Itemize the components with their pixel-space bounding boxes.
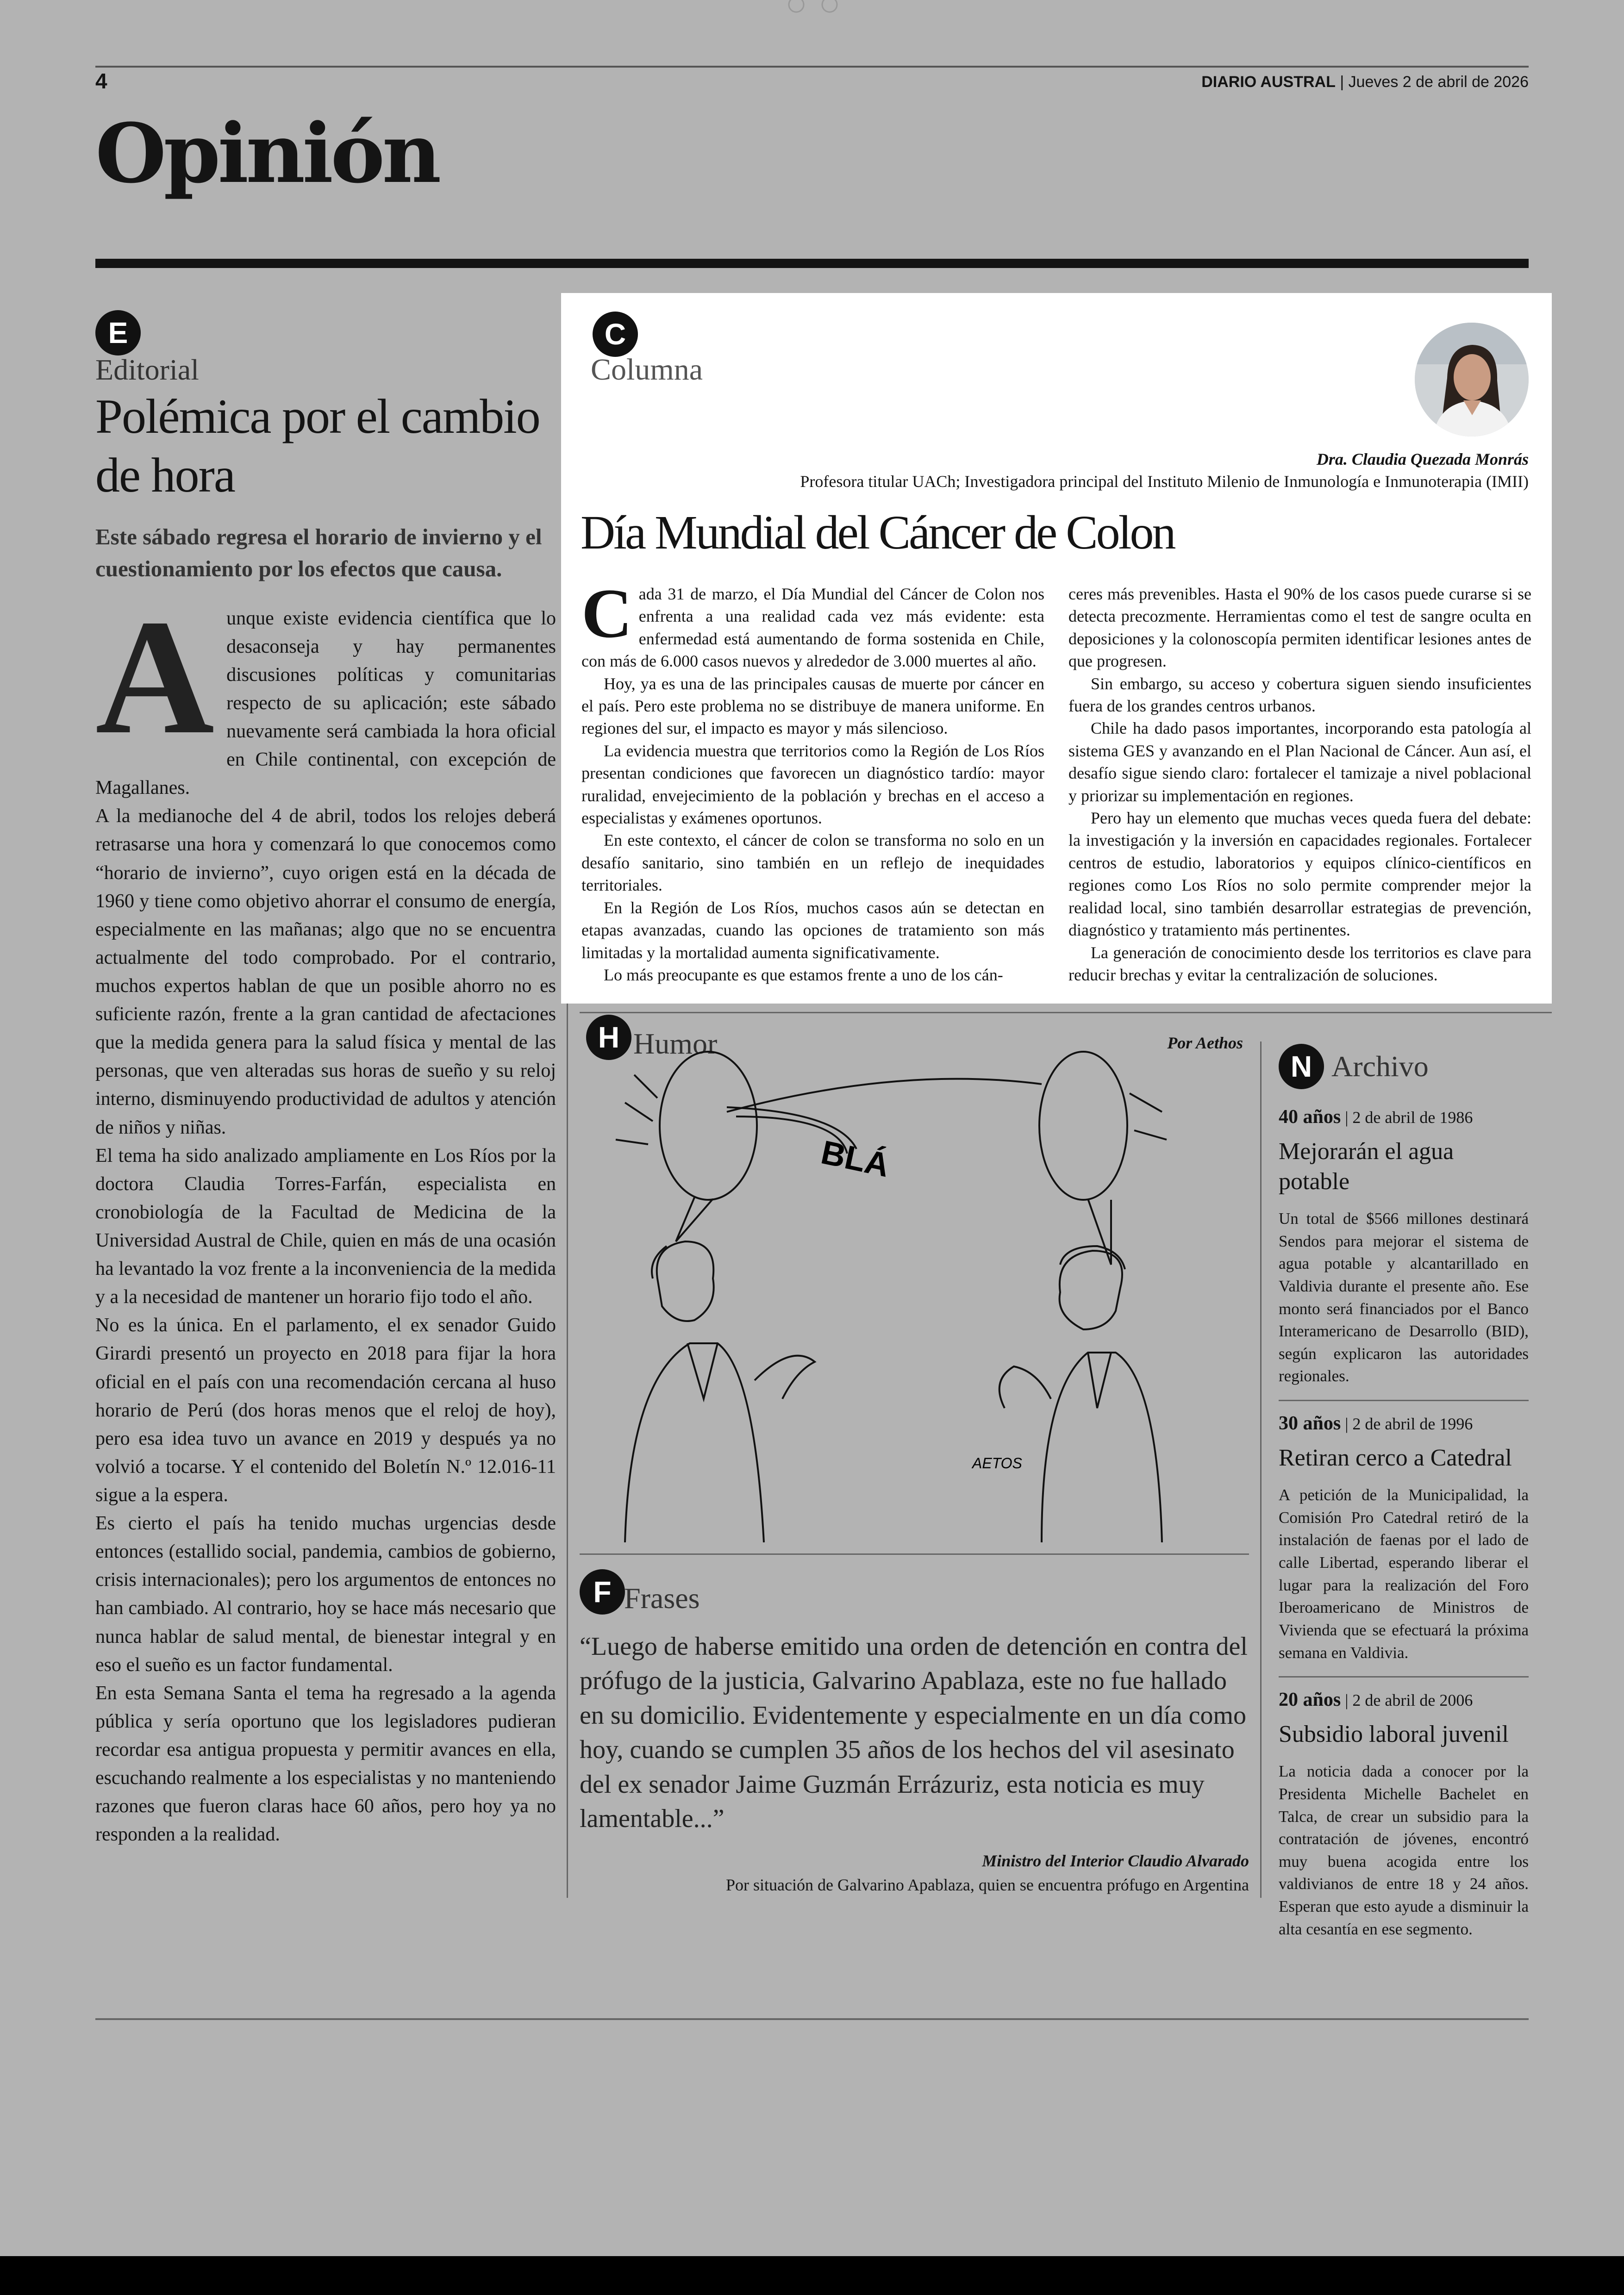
columna-paragraph: La generación de conocimiento desde los territorios es clave para reducir brechas y evitar la centralización de soluciones. (1068, 943, 1531, 984)
columna-box (561, 293, 1552, 1004)
page-number: 4 (95, 69, 107, 93)
author-photo (1415, 323, 1529, 437)
cartoon-illustration (597, 1047, 1227, 1547)
author-name: Dra. Claudia Quezada Monrás (1316, 450, 1529, 468)
columna-label: Columna (591, 353, 703, 387)
columna-badge: C (593, 312, 638, 357)
section-rule (95, 259, 1529, 268)
archivo-headline: Retiran cerco a Catedral (1279, 1445, 1512, 1472)
humor-bottom-rule (580, 1553, 1249, 1555)
archivo-header (1279, 1044, 1529, 1089)
columna-dropcap: C (581, 574, 632, 652)
archivo-date: 2 de abril de 1986 (1352, 1108, 1473, 1127)
archivo-body: Un total de $566 millones destinará Sendos para mejorar el sistema de agua potable y alcantarillado en Valdivia durante el presente año. Ese monto será financiados por el Banco Interamericano de Desarrollo (BID), según explicaron las autoridades regionales. (1279, 1210, 1529, 1385)
columna-title: Día Mundial del Cáncer de Colon (581, 506, 1174, 559)
editorial-paragraph: En esta Semana Santa el tema ha regresado a la agenda pública y sería oportuno que los legisladores pudieran recordar esa antigua propuesta y permitir avances en ella, escuchando realmente a los especialistas y no manteniendo razones que fueron claras hace 60 años, pero hoy ya no responden a la realidad. (95, 1682, 556, 1846)
archivo-body: A petición de la Municipalidad, la Comisión Pro Catedral retiró de la instalación de faenas por el lado de calle Libertad, esperando liberar el lugar para la realización del Foro Iberoamericano de Ministros de Vivienda que se efectuará la próxima semana en Valdivia. (1279, 1486, 1529, 1662)
humor-label: Humor (633, 1027, 718, 1060)
archivo-years: 30 años (1279, 1413, 1341, 1434)
columna-paragraph: En este contexto, el cáncer de colon se transforma no solo en un desafío sanitario, sino también en un reflejo de inequidades territoriales. (581, 831, 1044, 895)
editorial-badge: E (95, 310, 141, 355)
columna-paragraph: Pero hay un elemento que muchas veces queda fuera del debate: la investigación y la inversión en capacidades regionales. Fortalecer centros de estudio, laboratorios y equipos clínico-científicos en regiones como Los Ríos no solo permite comprender mejor la realidad local, sino también desarrollar estrategias de prevención, diagnóstico y tratamiento más pertinentes. (1068, 809, 1531, 940)
columna-paragraph: La evidencia muestra que territorios como la Región de Los Ríos presentan condiciones que favorecen un diagnóstico tardío: mayor ruralidad, envejecimiento de la población y brechas en el acceso a especialistas y exámenes oportunos. (581, 741, 1044, 828)
footer-bar (0, 2256, 1624, 2295)
archivo-item (1279, 1412, 1529, 1678)
columna-paragraph (581, 574, 1044, 673)
editorial-body (95, 586, 556, 1849)
page-indicator-dots (787, 0, 843, 14)
archivo-meta: 40 años | 2 de abril de 1986 (1279, 1106, 1473, 1128)
columna-bottom-rule (580, 1012, 1552, 1013)
editorial-paragraph: El tema ha sido analizado ampliamente en Los Ríos por la doctora Claudia Torres-Farfán, especialista en cronobiología de la Facultad de Medicina de la Universidad Austral de Chile, quien en más de una ocasión ha levantado la voz frente a la inconveniencia de la medida y a la necesidad de mantener un horario fijo todo el año. (95, 1145, 556, 1308)
section-title: Opinión (95, 106, 439, 201)
cartoon-credit: Por Aethos (1167, 1034, 1243, 1052)
editorial-subtitle: Este sábado regresa el horario de invierno y el cuestionamiento por los efectos que causa. (95, 524, 542, 581)
editorial-dropcap: A (95, 586, 215, 768)
editorial-paragraph: unque existe evidencia científica que lo desaconseja y hay permanentes discusiones políticas y comunitarias respecto de su aplicación; este sábado nuevamente será cambiada la hora oficial en Chile continental, con excepción de Magallanes. (95, 607, 556, 799)
frases-label: Frases (624, 1582, 700, 1615)
editorial-paragraph: Es cierto el país ha tenido muchas urgencias desde entonces (estallido social, pandemia, cambios de gobierno, crisis internacionales); pero los argumentos de entonces no han cambiado. Al contrario, hoy se hace más necesario que nunca hablar de salud mental, de bienestar integral y en eso el sueño es un factor fundamental. (95, 1513, 556, 1676)
cartoon-speech-text: BLÁ (818, 1134, 893, 1185)
humor-badge: H (586, 1015, 631, 1060)
editorial-paragraph: No es la única. En el parlamento, el ex senador Guido Girardi presentó un proyecto en 2018 para fijar la hora oficial en el país con una recomendación cercana al huso horario de Perú (dos horas menos que el reloj de hoy), pero esa idea tuvo un avance en 2019 y después ya no volvió a tocarse. Y el contenido del Boletín N.º 12.016-11 sigue a la espera. (95, 1315, 556, 1506)
archivo-divider (1260, 1041, 1262, 1898)
archivo-date: 2 de abril de 1996 (1352, 1415, 1473, 1434)
columna-paragraph: Sin embargo, su acceso y cobertura siguen siendo insuficientes fuera de los grandes centros urbanos. (1068, 674, 1531, 716)
columna-text-left (581, 574, 1044, 986)
archivo-years: 40 años (1279, 1106, 1341, 1128)
columna-paragraph: En la Región de Los Ríos, muchos casos aún se detectan en etapas avanzadas, cuando las opciones de tratamiento son más limitadas y la mortalidad aumenta significativamente. (581, 898, 1044, 962)
masthead (1201, 73, 1529, 91)
archivo-section (1279, 1044, 1529, 1964)
columna-text-right (1068, 583, 1531, 986)
editorial-label: Editorial (95, 353, 199, 386)
frases-section (580, 1569, 1249, 1895)
archivo-headline: Mejorarán el agua potable (1279, 1138, 1454, 1195)
page-bottom-rule (95, 2018, 1529, 2020)
columna-paragraph-text: ada 31 de marzo, el Día Mundial del Cáncer de Colon nos enfrenta a una realidad cada vez más evidente: esta enfermedad está aumentando de forma sostenida en Chile, con más de 6.000 casos nuevos y alrededor de 3.000 muertes al año. (581, 585, 1044, 671)
columna-paragraph: Hoy, ya es una de las principales causas de muerte por cáncer en el país. Pero este problema no se distribuye de manera uniforme. En regiones del sur, el impacto es mayor y más silencioso. (581, 674, 1044, 738)
archivo-item (1279, 1106, 1529, 1401)
archivo-meta: 20 años | 2 de abril de 2006 (1279, 1689, 1473, 1711)
quote-note: Por situación de Galvarino Apablaza, quien se encuentra prófugo en Argentina (726, 1875, 1249, 1894)
editorial-article (95, 310, 556, 1849)
cartoon-signature: AETOS (972, 1455, 1022, 1472)
archivo-item (1279, 1689, 1529, 1952)
editorial-headline: Polémica por el cambio de hora (95, 389, 540, 503)
humor-section (579, 1015, 1250, 1547)
masthead-separator: | (1340, 73, 1349, 91)
archivo-badge: N (1279, 1044, 1324, 1089)
columna-paragraph: ceres más prevenibles. Hasta el 90% de los casos puede curarse si se detecta precozmente. Herramientas como el test de sangre oculta en deposiciones y la colonoscopía permiten identificar lesiones antes de que progresen. (1068, 585, 1531, 671)
columna-paragraph: Lo más preocupante es que estamos frente a uno de los cán- (604, 965, 1003, 984)
columna-paragraph: Chile ha dado pasos importantes, incorporando esta patología al sistema GES y avanzando en el Plan Nacional de Cáncer. Aun así, el desafío sigue siendo claro: fortalecer el tamizaje a nivel poblacional y priorizar su implementación en regiones. (1068, 719, 1531, 805)
archivo-meta: 30 años | 2 de abril de 1996 (1279, 1413, 1473, 1434)
archivo-label: Archivo (1331, 1050, 1429, 1083)
frases-quote: “Luego de haberse emitido una orden de detención en contra del prófugo de la justicia, Galvarino Apablaza, este no fue hallado en su domicilio. Evidentemente y especialmente en un día como hoy, cuando se cumplen 35 años de los hechos del vil asesinato del ex senador Jaime Guzmán Errázuriz, esta noticia es muy lamentable...” (580, 1632, 1248, 1834)
header-rule (95, 66, 1529, 68)
author-role: Profesora titular UACh; Investigadora principal del Instituto Milenio de Inmunología e Inmunoterapia (IMII) (800, 472, 1529, 491)
issue-date: Jueves 2 de abril de 2026 (1348, 73, 1529, 91)
archivo-body: La noticia dada a conocer por la Presidenta Michelle Bachelet en Talca, de crear un subsidio para la contratación de jóvenes, encontró muy buena acogida entre los valdivianos de entre 18 y 24 años. Esperan que esto ayude a disminuir la alta cesantía en ese segmento. (1279, 1762, 1529, 1938)
publication-name: DIARIO AUSTRAL (1201, 73, 1336, 91)
archivo-date: 2 de abril de 2006 (1352, 1691, 1473, 1710)
archivo-headline: Subsidio laboral juvenil (1279, 1721, 1509, 1748)
archivo-years: 20 años (1279, 1689, 1341, 1711)
quote-author: Ministro del Interior Claudio Alvarado (982, 1851, 1249, 1870)
frases-badge: F (580, 1569, 625, 1615)
editorial-paragraph: A la medianoche del 4 de abril, todos los relojes deberá retrasarse una hora y comenzará lo que conocemos como “horario de invierno”, cuyo origen está en la década de 1960 y tiene como objetivo ahorrar el consumo de energía, especialmente en las mañanas; algo que no se encuentra actualmente del todo comprobado. Por el contrario, muchos expertos hablan de que un posible ahorro no es suficiente razón, frente a la gran cantidad de afectaciones que la medida genera para la salud física y mental de las personas, que ven alteradas sus horas de sueño y su reloj interno, disminuyendo productividad de adultos y atención de niños y niñas. (95, 805, 556, 1138)
author-portrait-icon (1415, 323, 1529, 437)
